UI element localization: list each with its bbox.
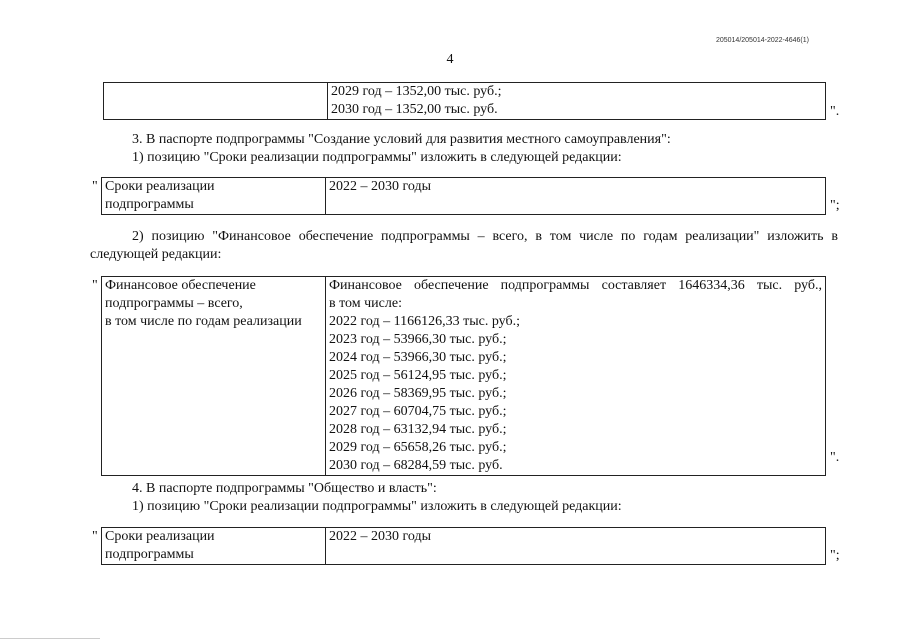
closing-quote: ". — [830, 104, 840, 119]
table-financing — [101, 276, 826, 476]
table-continuation — [103, 82, 826, 120]
closing-quote: "; — [830, 548, 840, 563]
value-line: в том числе: — [329, 296, 402, 311]
closing-quote: ". — [830, 450, 840, 465]
section-3-heading: 3. В паспорте подпрограммы "Создание условий для развития местного самоуправления": — [132, 132, 671, 147]
opening-quote: " — [92, 179, 98, 194]
label-cell — [102, 528, 326, 565]
label-cell — [102, 277, 326, 476]
section-4-heading: 4. В паспорте подпрограммы "Общество и власть": — [132, 481, 437, 496]
opening-quote: " — [92, 278, 98, 293]
opening-quote: " — [92, 529, 98, 544]
value-line: 2030 год – 68284,59 тыс. руб. — [329, 458, 503, 473]
label-line: Сроки реализации — [105, 529, 215, 544]
page-number: 4 — [446, 52, 454, 67]
section-3-item-2: 2) позицию "Финансовое обеспечение подпрограммы – всего, в том числе по годам реализации" изложить в следующей редакции: — [90, 229, 838, 262]
label-line: Сроки реализации — [105, 179, 215, 194]
value-line: 2023 год – 53966,30 тыс. руб.; — [329, 332, 507, 347]
section-3-item-1: 1) позицию "Сроки реализации подпрограммы" изложить в следующей редакции: — [132, 150, 622, 165]
value-line: 2025 год – 56124,95 тыс. руб.; — [329, 368, 507, 383]
value-line: 2022 год – 1166126,33 тыс. руб.; — [329, 314, 520, 329]
table-terms-2 — [101, 527, 826, 565]
value-line: 2029 год – 65658,26 тыс. руб.; — [329, 440, 507, 455]
value-line: 2024 год – 53966,30 тыс. руб.; — [329, 350, 507, 365]
value-line: 2028 год – 63132,94 тыс. руб.; — [329, 422, 507, 437]
footer-divider — [0, 638, 100, 639]
label-line: подпрограммы – всего, — [105, 296, 243, 311]
value-cell: 2022 – 2030 годы — [326, 178, 826, 215]
value-line: 2030 год – 1352,00 тыс. руб. — [331, 102, 498, 117]
table-terms — [101, 177, 826, 215]
value-cell — [326, 277, 826, 476]
value-line: 2027 год – 60704,75 тыс. руб.; — [329, 404, 507, 419]
value-line: Финансовое обеспечение подпрограммы составляет 1646334,36 тыс. руб., — [329, 278, 822, 293]
label-line: подпрограммы — [105, 547, 194, 562]
value-line: 2026 год – 58369,95 тыс. руб.; — [329, 386, 507, 401]
label-line: в том числе по годам реализации — [105, 314, 302, 329]
closing-quote: "; — [830, 198, 840, 213]
value-line: 2029 год – 1352,00 тыс. руб.; — [331, 84, 502, 99]
value-cell — [328, 83, 826, 120]
label-cell — [104, 83, 328, 120]
section-4-item-1: 1) позицию "Сроки реализации подпрограммы" изложить в следующей редакции: — [132, 499, 622, 514]
value-cell: 2022 – 2030 годы — [326, 528, 826, 565]
label-cell — [102, 178, 326, 215]
document-id: 205014/205014-2022-4646(1) — [715, 37, 809, 44]
label-line: Финансовое обеспечение — [105, 278, 256, 293]
label-line: подпрограммы — [105, 197, 194, 212]
